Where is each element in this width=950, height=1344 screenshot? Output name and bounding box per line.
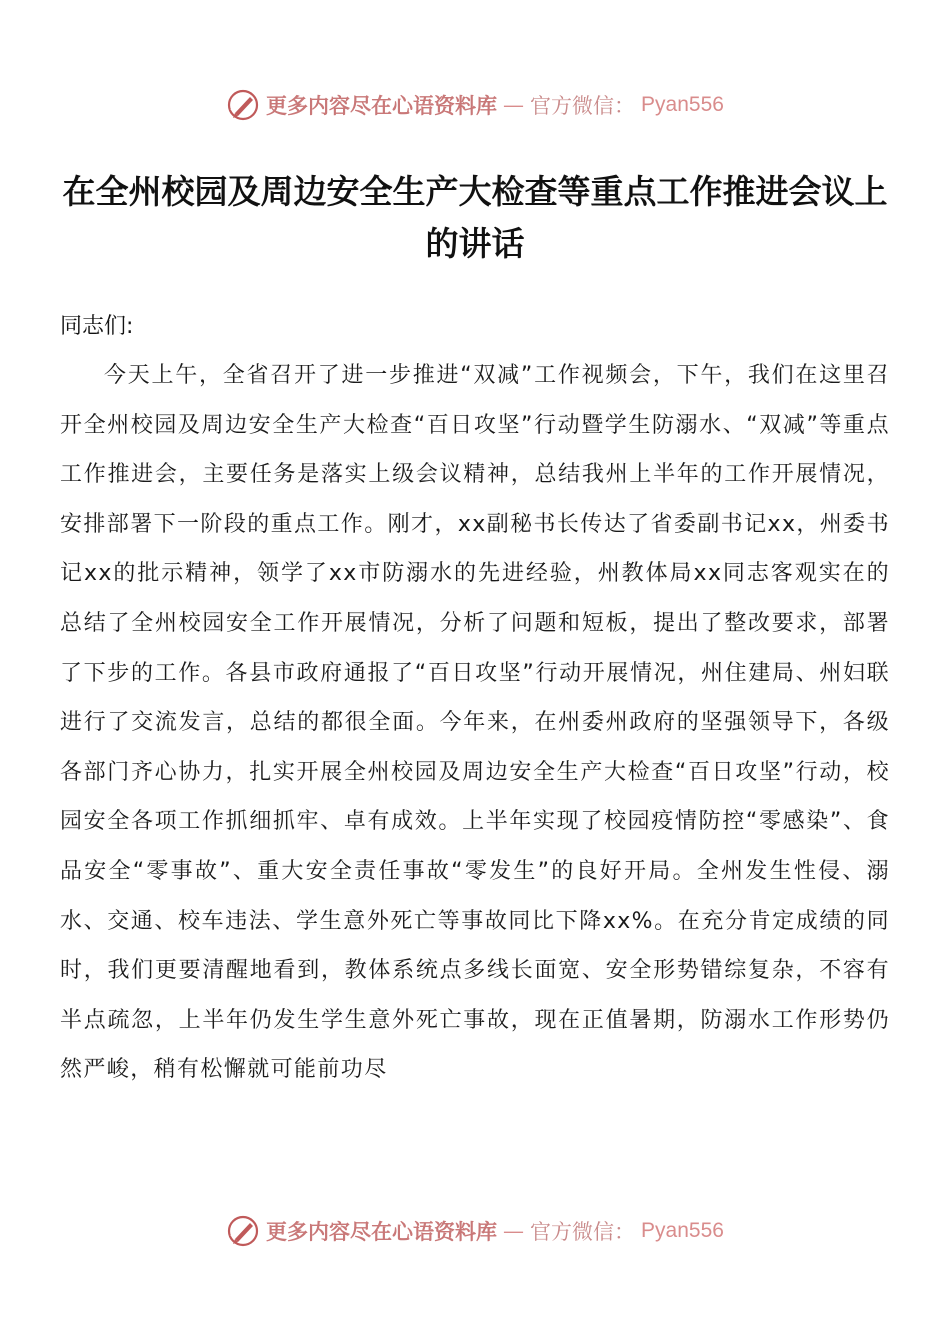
salutation: 同志们: [60, 314, 134, 339]
watermark-label: 官方微信： [530, 1220, 636, 1244]
watermark-separator: — [503, 1219, 525, 1243]
watermark-separator: — [503, 93, 525, 117]
watermark-prefix: 更多内容尽在心语资料库 [266, 1219, 498, 1244]
watermark-prefix: 更多内容尽在心语资料库 [266, 93, 498, 118]
pen-logo-icon [226, 1214, 260, 1248]
document-title: 在全州校园及周边安全生产大检查等重点工作推进会议上的讲话 [62, 172, 888, 263]
pen-logo-icon [226, 88, 260, 122]
watermark-label: 官方微信： [530, 94, 636, 118]
watermark-id: Pyan556 [641, 1219, 724, 1242]
footer-watermark [0, 1211, 950, 1251]
watermark-id: Pyan556 [641, 93, 724, 116]
header-watermark [0, 85, 950, 125]
body-paragraph: 今天上午，全省召开了进一步推进“双减”工作视频会，下午，我们在这里召开全州校园及周边安全生产大检查“百日攻坚”行动暨学生防溺水、“双减”等重点工作推进会，主要任务是落实上级会议精神，总结我州上半年的工作开展情况，安排部署下一阶段的重点工作。刚才，xx副秘书长传达了省委副书记xx，州委书记xx的批示精神，领学了xx市防溺水的先进经验，州教体局xx同志客观实在的总结了全州校园安全工作开展情况，分析了问题和短板，提出了整改要求，部署了下步的工作。各县市政府通报了“百日攻坚”行动开展情况，州住建局、州妇联进行了交流发言，总结的都很全面。今年来，在州委州政府的坚强领导下，各级各部门齐心协力，扎实开展全州校园及周边安全生产大检查“百日攻坚”行动，校园安全各项工作抓细抓牢、卓有成效。上半年实现了校园疫情防控“零感染”、食品安全“零事故”、重大安全责任事故“零发生”的良好开局。全州发生性侵、溺水、交通、校车违法、学生意外死亡等事故同比下降xx%。在充分肯定成绩的同时，我们更要清醒地看到，教体系统点多线长面宽、安全形势错综复杂，不容有半点疏忽，上半年仍发生学生意外死亡事故，现在正值暑期，防溺水工作形势仍然严峻，稍有松懈就可能前功尽 [60, 363, 890, 1083]
